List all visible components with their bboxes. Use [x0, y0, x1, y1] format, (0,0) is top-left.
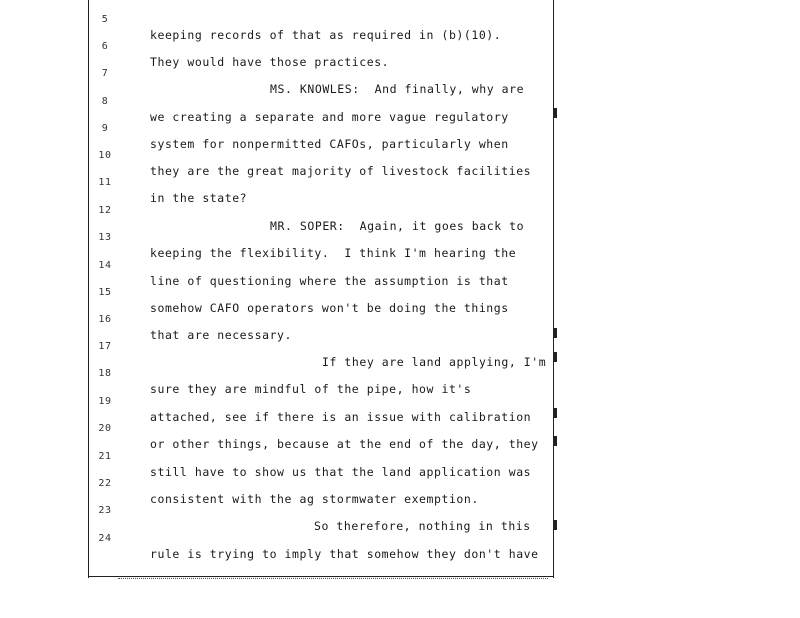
transcript-line — [0, 464, 560, 506]
transcript-line — [0, 136, 560, 178]
line-text: keeping the flexibility. I think I'm hearing the — [150, 246, 517, 260]
line-number: 17 — [98, 341, 112, 352]
line-number: 22 — [98, 478, 112, 489]
transcript-line — [0, 0, 560, 42]
line-number: 8 — [101, 96, 109, 107]
transcript-line — [0, 437, 560, 479]
line-number: 23 — [98, 505, 112, 516]
line-number: 12 — [98, 205, 112, 216]
line-text: they are the great majority of livestock facilities — [150, 164, 532, 178]
line-number: 20 — [98, 423, 112, 434]
line-number: 5 — [101, 14, 109, 25]
transcript-line — [0, 300, 560, 342]
line-number: 11 — [98, 177, 112, 188]
line-text: line of questioning where the assumption is that — [150, 274, 509, 288]
transcript-line — [0, 327, 560, 369]
bottom-margin-rule — [88, 576, 554, 577]
transcript-line — [0, 82, 560, 124]
transcript-line — [0, 191, 560, 233]
transcript-line — [0, 409, 560, 451]
transcript-line — [0, 163, 560, 205]
line-number: 6 — [101, 41, 109, 52]
line-text: So therefore, nothing in this — [314, 519, 531, 533]
line-text: MR. SOPER: Again, it goes back to — [270, 219, 525, 233]
transcript-line — [0, 27, 560, 69]
line-text: consistent with the ag stormwater exemption. — [150, 492, 479, 506]
line-number: 10 — [98, 150, 112, 161]
line-text: that are necessary. — [150, 328, 292, 342]
line-number: 24 — [98, 533, 112, 544]
line-text: If they are land applying, I'm — [322, 355, 547, 369]
line-text: keeping records of that as required in (b)(10). — [150, 28, 502, 42]
line-number: 15 — [98, 287, 112, 298]
transcript-line — [0, 491, 560, 533]
line-number: 7 — [101, 68, 109, 79]
transcript-line — [0, 54, 560, 96]
transcript-line — [0, 519, 560, 561]
line-text: somehow CAFO operators won't be doing the things — [150, 301, 509, 315]
line-number: 13 — [98, 232, 112, 243]
line-number: 19 — [98, 396, 112, 407]
line-number: 18 — [98, 368, 112, 379]
footer-scan-artifacts — [118, 578, 548, 583]
line-text: in the state? — [150, 191, 248, 205]
line-text: we creating a separate and more vague regulatory — [150, 110, 509, 124]
line-number: 14 — [98, 260, 112, 271]
line-text: sure they are mindful of the pipe, how it's — [150, 382, 472, 396]
line-text: They would have those practices. — [150, 55, 390, 69]
transcript-line — [0, 246, 560, 288]
line-text: or other things, because at the end of the day, they — [150, 437, 539, 451]
transcript-line — [0, 109, 560, 151]
line-text: MS. KNOWLES: And finally, why are — [270, 82, 525, 96]
transcript-line — [0, 273, 560, 315]
line-text: system for nonpermitted CAFOs, particularly when — [150, 137, 509, 151]
transcript-line — [0, 354, 560, 396]
line-number: 16 — [98, 314, 112, 325]
transcript-line — [0, 218, 560, 260]
line-number: 21 — [98, 451, 112, 462]
line-text: rule is trying to imply that somehow they don't have — [150, 547, 539, 561]
transcript-line — [0, 382, 560, 424]
line-text: attached, see if there is an issue with calibration — [150, 410, 532, 424]
line-text: still have to show us that the land application was — [150, 465, 532, 479]
line-number: 9 — [101, 123, 109, 134]
